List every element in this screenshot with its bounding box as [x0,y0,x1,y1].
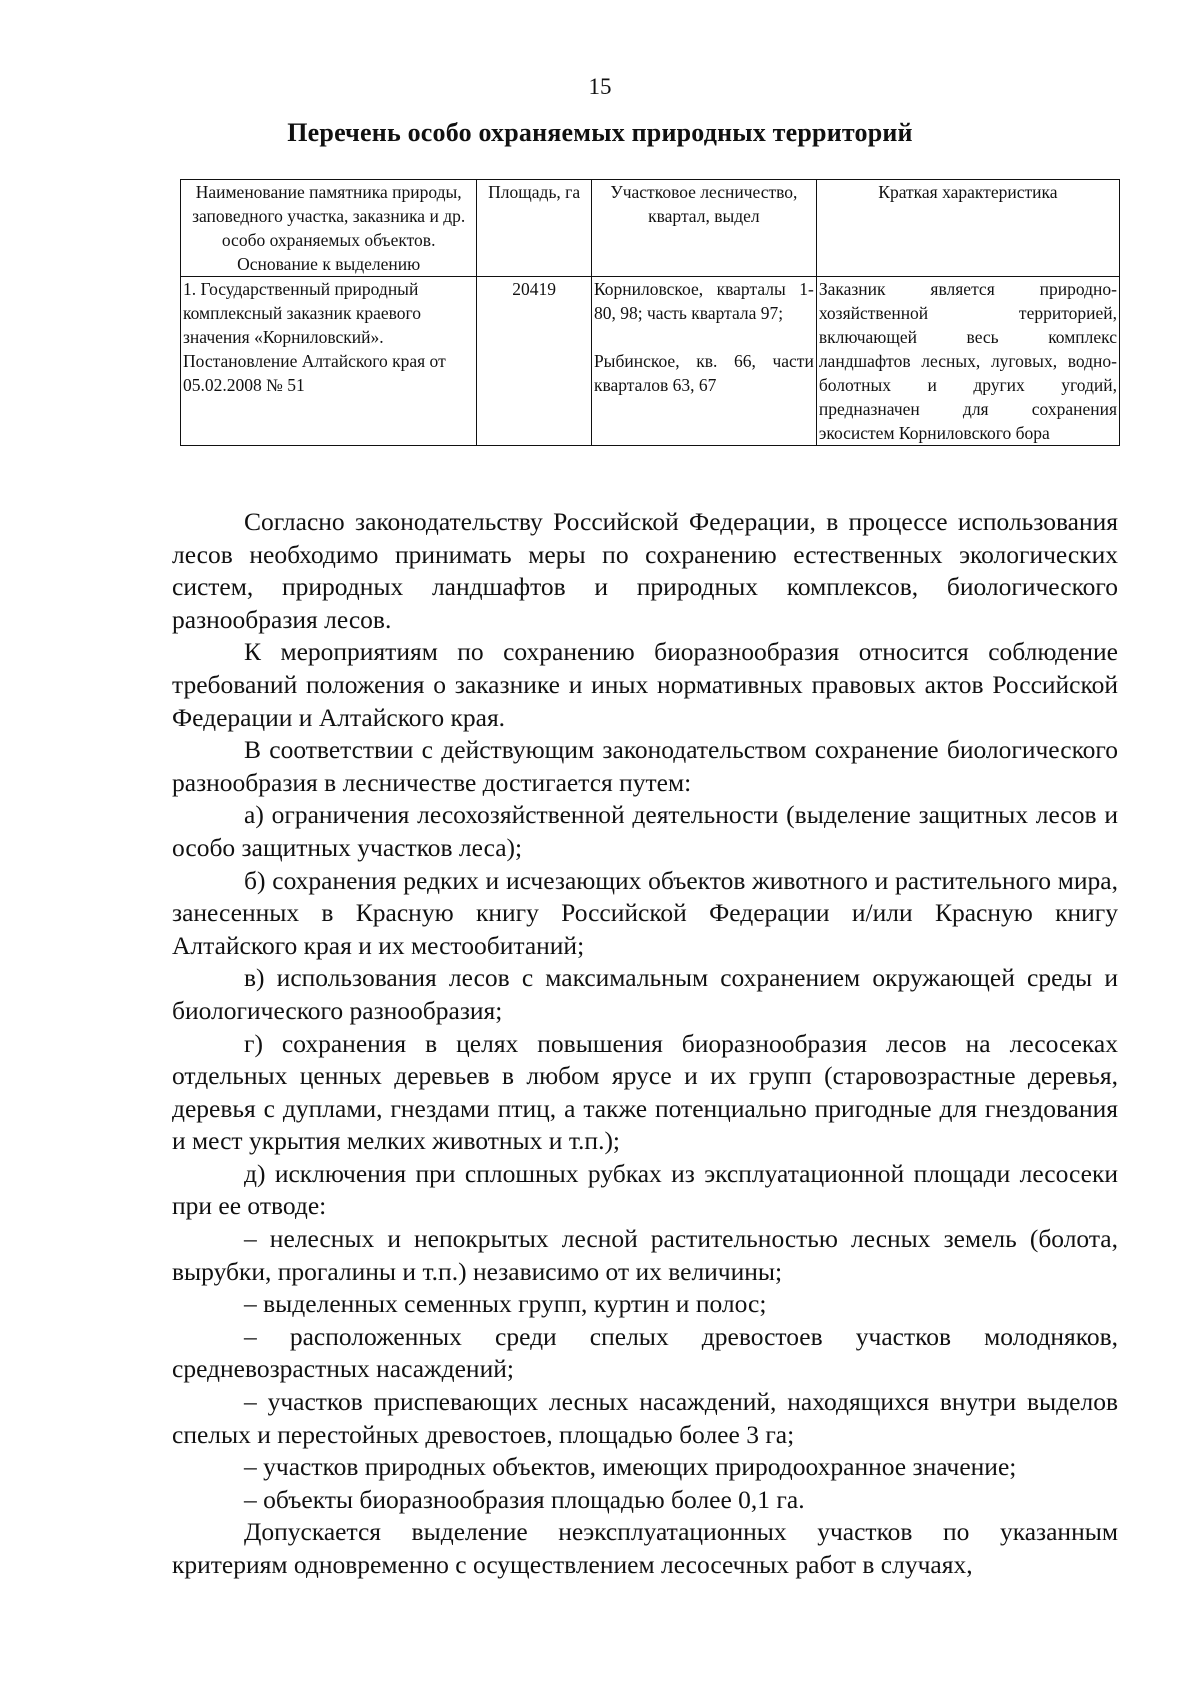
list-item: – участков природных объектов, имеющих природоохранное значение; [244,1452,1017,1482]
list-item: д) исключения при сплошных рубках из эксплуатационной площади лесосеки при ее отводе: [172,1158,1118,1221]
body-text [172,506,1118,1582]
header-location: Участковое лесничество, квартал, выдел [591,180,816,277]
cell-area: 20419 [477,277,592,446]
location-rybinskoe: Рыбинское, кв. 66, части кварталов 63, 67 [593,351,814,395]
page-number: 15 [588,74,612,99]
list-item: б) сохранения редких и исчезающих объектов животного и растительного мира, занесенных в Красную книгу Российской Федерации и/или Красную книгу Алтайского края и их местообитаний; [172,865,1118,960]
paragraph: К мероприятиям по сохранению биоразнообразия относится соблюдение требований положения о заказнике и иных нормативных правовых актов Российской Федерации и Алтайского края. [172,637,1118,732]
cell-location [591,277,816,446]
header-name: Наименование памятника природы, заповедного участка, заказника и др. особо охраняемых объектов. Основание к выделению [181,180,477,277]
cell-description: Заказник является природно-хозяйственной территорией, включающей весь комплекс ландшафтов лесных, луговых, водно-болотных и других угодий, предназначен для сохранения экосистем Корниловского бора [816,277,1119,446]
list-item: в) использования лесов с максимальным сохранением окружающей среды и биологического разнообразия; [172,963,1118,1025]
table-header-row [181,180,1120,277]
header-description: Краткая характеристика [816,180,1119,277]
paragraph: Допускается выделение неэксплуатационных участков по указанным критериям одновременно с осуществлением лесосечных работ в случаях, [172,1517,1118,1579]
list-item: – участков приспевающих лесных насаждений, находящихся внутри выделов спелых и перестойных древостоев, площадью более 3 га; [172,1387,1118,1449]
page-title: Перечень особо охраняемых природных территорий [287,118,913,147]
table-row [181,277,1120,446]
list-item: – объекты биоразнообразия площадью более 0,1 га. [244,1484,805,1514]
location-kornilovskoe: Корниловское, кварталы 1-80, 98; часть квартала 97; [593,279,814,323]
header-area: Площадь, га [477,180,592,277]
list-item: – расположенных среди спелых древостоев участков молодняков, средневозрастных насаждений; [172,1321,1118,1384]
list-item: – выделенных семенных групп, куртин и полос; [244,1289,767,1319]
protected-areas-table [180,179,1120,446]
cell-name: 1. Государственный природный комплексный заказник краевого значения «Корниловский». Постановление Алтайского края от 05.02.2008 № 51 [181,277,477,446]
list-item: а) ограничения лесохозяйственной деятельности (выделение защитных лесов и особо защитных участков леса); [172,800,1118,862]
list-item: – нелесных и непокрытых лесной растительностью лесных земель (болота, вырубки, прогалины и т.п.) независимо от их величины; [172,1224,1118,1286]
paragraph: В соответствии с действующим законодательством сохранение биологического разнообразия в лесничестве достигается путем: [172,735,1118,797]
paragraph: Согласно законодательству Российской Федерации, в процессе использования лесов необходимо принимать меры по сохранению естественных экологических систем, природных ландшафтов и природных комплексов, биологического разнообразия лесов. [172,507,1118,634]
list-item: г) сохранения в целях повышения биоразнообразия лесов на лесосеках отдельных ценных деревьев в любом ярусе и их групп (старовозрастные деревья, деревья с дуплами, гнездами птиц, а также потенциально пригодные для гнездования и мест укрытия мелких животных и т.п.); [172,1028,1118,1156]
